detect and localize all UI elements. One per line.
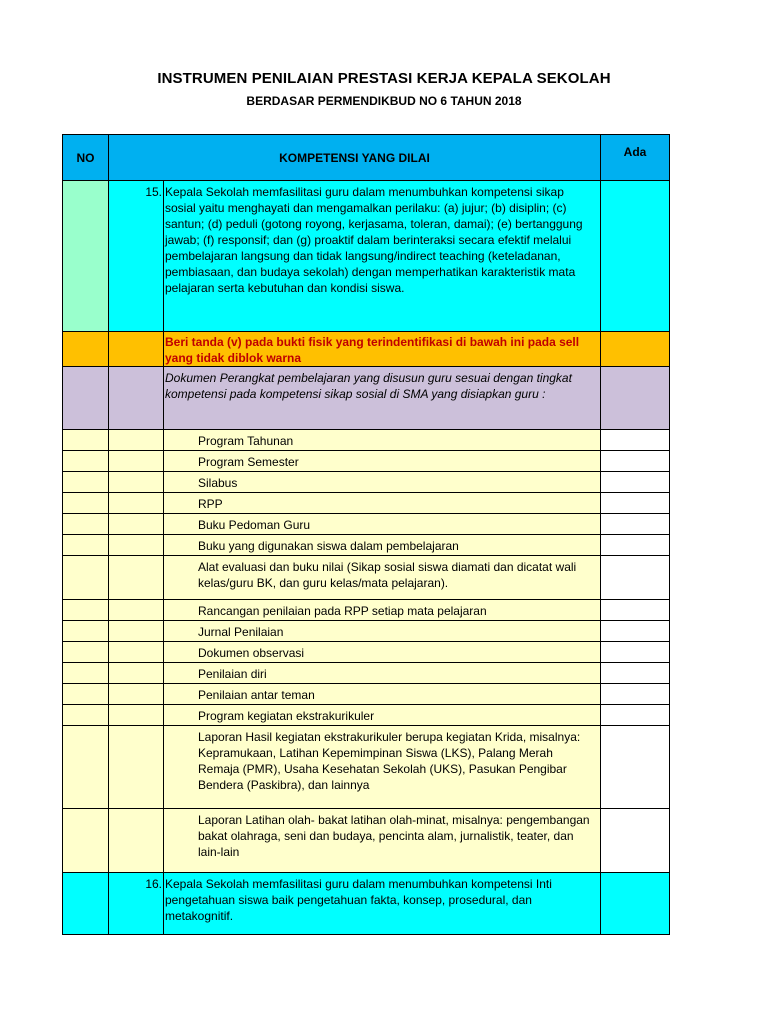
evidence-item-row	[63, 430, 670, 451]
evidence-item-label: Rancangan penilaian pada RPP setiap mata pelajaran	[164, 600, 601, 621]
row-15-competency-text: Kepala Sekolah memfasilitasi guru dalam menumbuhkan kompetensi sikap sosial yaitu menghayati dan mengamalkan perilaku: (a) jujur; (b) disiplin; (c) santun; (d) peduli (gotong royong, kerjasama, toleran, damai); (e) bertanggung jawab; (f) responsif; dan (g) proaktif dalam berinteraksi secara efektif melalui pembelajaran langsung dan tidak langsung/indirect teaching (keteladanan, pembiasaan, dan budaya sekolah) dengan memperhatikan karakteristik mata pelajaran serta kebutuhan dan kondisi siswa.	[164, 181, 601, 332]
evidence-item-row	[63, 642, 670, 663]
instruction-row	[63, 332, 670, 367]
evidence-item-checkbox-cell[interactable]	[601, 600, 670, 621]
evidence-item-checkbox-cell[interactable]	[601, 621, 670, 642]
evidence-item-row	[63, 621, 670, 642]
document-title: INSTRUMEN PENILAIAN PRESTASI KERJA KEPALA SEKOLAH	[157, 70, 611, 87]
header-no: NO	[63, 135, 109, 181]
evidence-item-no-cell	[63, 684, 109, 705]
evidence-item-row	[63, 663, 670, 684]
evidence-item-checkbox-cell[interactable]	[601, 451, 670, 472]
evidence-item-num-cell	[109, 621, 164, 642]
evidence-item-checkbox-cell[interactable]	[601, 642, 670, 663]
document-subtitle: BERDASAR PERMENDIKBUD NO 6 TAHUN 2018	[246, 94, 522, 108]
evidence-item-row	[63, 600, 670, 621]
header-ada: Ada	[601, 135, 670, 181]
evidence-item-no-cell	[63, 430, 109, 451]
evidence-item-num-cell	[109, 451, 164, 472]
evidence-item-num-cell	[109, 556, 164, 600]
evidence-item-label: Program Semester	[164, 451, 601, 472]
evidence-item-no-cell	[63, 493, 109, 514]
evidence-item-no-cell	[63, 535, 109, 556]
evidence-item-row	[63, 809, 670, 873]
evidence-item-checkbox-cell[interactable]	[601, 809, 670, 873]
evidence-item-num-cell	[109, 642, 164, 663]
evidence-item-label: Jurnal Penilaian	[164, 621, 601, 642]
row-15-number: 15.	[109, 181, 164, 332]
evidence-item-no-cell	[63, 621, 109, 642]
competency-row-16	[63, 873, 670, 935]
evidence-item-checkbox-cell[interactable]	[601, 535, 670, 556]
evidence-item-row	[63, 556, 670, 600]
evidence-item-checkbox-cell[interactable]	[601, 472, 670, 493]
evidence-item-label: Silabus	[164, 472, 601, 493]
evidence-item-no-cell	[63, 663, 109, 684]
evidence-item-row	[63, 535, 670, 556]
evidence-item-row	[63, 493, 670, 514]
evidence-item-no-cell	[63, 451, 109, 472]
competency-row-15	[63, 181, 670, 332]
evidence-item-row	[63, 684, 670, 705]
evidence-item-row	[63, 726, 670, 809]
evidence-item-checkbox-cell[interactable]	[601, 705, 670, 726]
table-header-row	[63, 135, 670, 181]
evidence-item-no-cell	[63, 600, 109, 621]
evidence-item-label: Penilaian antar teman	[164, 684, 601, 705]
instruction-cell-ada	[601, 332, 670, 367]
evidence-item-checkbox-cell[interactable]	[601, 493, 670, 514]
instruction-text: Beri tanda (v) pada bukti fisik yang terindentifikasi di bawah ini pada sell yang tidak diblok warna	[164, 332, 601, 367]
evidence-item-num-cell	[109, 493, 164, 514]
evidence-item-no-cell	[63, 642, 109, 663]
evidence-item-row	[63, 472, 670, 493]
evidence-item-checkbox-cell[interactable]	[601, 726, 670, 809]
evidence-item-checkbox-cell[interactable]	[601, 663, 670, 684]
evidence-item-num-cell	[109, 726, 164, 809]
evidence-item-label: Dokumen observasi	[164, 642, 601, 663]
evidence-item-row	[63, 705, 670, 726]
evidence-item-label: Program Tahunan	[164, 430, 601, 451]
evidence-item-checkbox-cell[interactable]	[601, 430, 670, 451]
evidence-item-num-cell	[109, 600, 164, 621]
row-16-competency-text: Kepala Sekolah memfasilitasi guru dalam menumbuhkan kompetensi Inti pengetahuan siswa baik pengetahuan fakta, konsep, prosedural, dan metakognitif.	[164, 873, 601, 935]
row-16-number: 16.	[109, 873, 164, 935]
evidence-item-row	[63, 514, 670, 535]
evidence-item-no-cell	[63, 809, 109, 873]
evidence-item-label: Program kegiatan ekstrakurikuler	[164, 705, 601, 726]
evidence-item-label: Laporan Hasil kegiatan ekstrakurikuler berupa kegiatan Krida, misalnya: Kepramukaan, Latihan Kepemimpinan Siswa (LKS), Palang Merah Remaja (PMR), Usaha Kesehatan Sekolah (UKS), Pasukan Pengibar Bendera (Paskibra), dan lainnya	[164, 726, 601, 809]
evidence-item-label: Buku yang digunakan siswa dalam pembelajaran	[164, 535, 601, 556]
evidence-item-num-cell	[109, 809, 164, 873]
document-intro-cell-ada	[601, 367, 670, 430]
evidence-item-label: RPP	[164, 493, 601, 514]
evidence-item-checkbox-cell[interactable]	[601, 684, 670, 705]
row-15-ada-cell	[601, 181, 670, 332]
evidence-item-num-cell	[109, 535, 164, 556]
instruction-cell-no	[63, 332, 109, 367]
document-intro-cell-num	[109, 367, 164, 430]
instruction-cell-num	[109, 332, 164, 367]
header-kompetensi: KOMPETENSI YANG DILAI	[109, 135, 601, 181]
evidence-item-num-cell	[109, 430, 164, 451]
evidence-item-num-cell	[109, 705, 164, 726]
document-intro-cell-no	[63, 367, 109, 430]
evidence-item-no-cell	[63, 514, 109, 535]
document-intro-text: Dokumen Perangkat pembelajaran yang disusun guru sesuai dengan tingkat kompetensi pada kompetensi sikap sosial di SMA yang disiapkan guru :	[164, 367, 601, 430]
evidence-item-num-cell	[109, 684, 164, 705]
evidence-item-label: Alat evaluasi dan buku nilai (Sikap sosial siswa diamati dan dicatat wali kelas/guru BK, dan guru kelas/mata pelajaran).	[164, 556, 601, 600]
evidence-item-label: Laporan Latihan olah- bakat latihan olah-minat, misalnya: pengembangan bakat olahraga, seni dan budaya, pencinta alam, jurnalistik, teater, dan lain-lain	[164, 809, 601, 873]
evidence-item-no-cell	[63, 705, 109, 726]
row-16-no-cell	[63, 873, 109, 935]
evidence-item-label: Penilaian diri	[164, 663, 601, 684]
evidence-item-num-cell	[109, 663, 164, 684]
document-intro-row	[63, 367, 670, 430]
evidence-item-row	[63, 451, 670, 472]
evidence-items	[63, 430, 670, 873]
evidence-item-checkbox-cell[interactable]	[601, 514, 670, 535]
evidence-item-label: Buku Pedoman Guru	[164, 514, 601, 535]
evidence-item-num-cell	[109, 472, 164, 493]
evidence-item-num-cell	[109, 514, 164, 535]
row-16-ada-cell	[601, 873, 670, 935]
row-15-no-cell	[63, 181, 109, 332]
evidence-item-no-cell	[63, 726, 109, 809]
assessment-table	[62, 134, 670, 935]
evidence-item-checkbox-cell[interactable]	[601, 556, 670, 600]
evidence-item-no-cell	[63, 472, 109, 493]
evidence-item-no-cell	[63, 556, 109, 600]
